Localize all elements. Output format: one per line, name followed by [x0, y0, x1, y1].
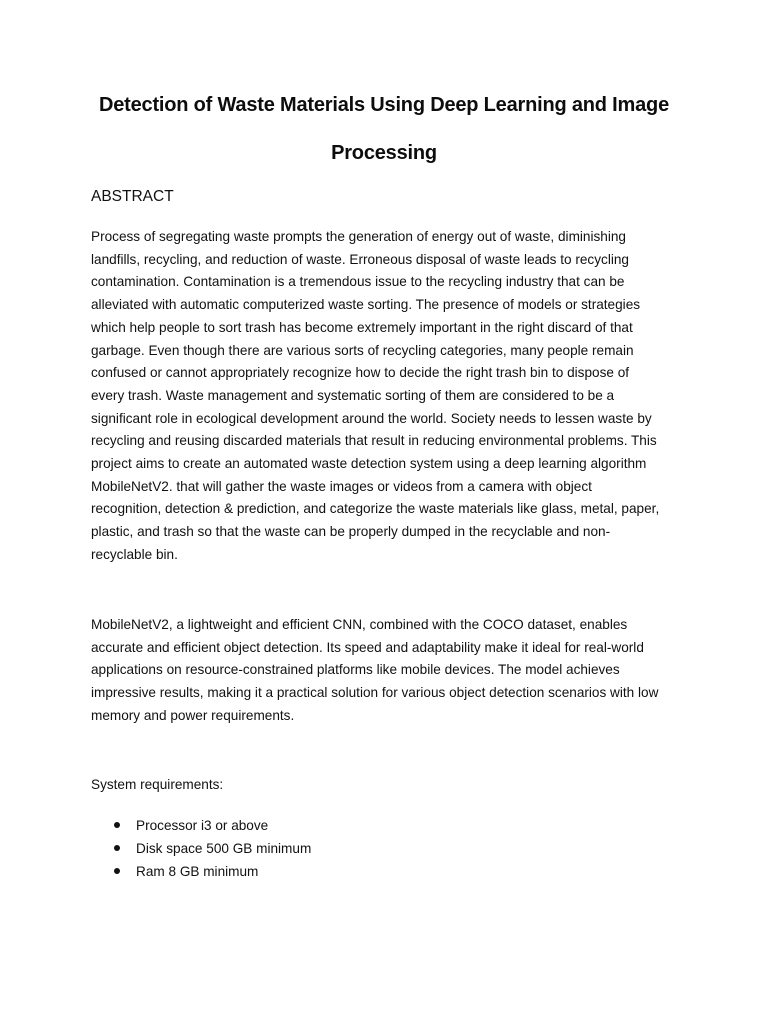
title-line-2: Processing [331, 142, 437, 164]
title-line-1: Detection of Waste Materials Using Deep Learning and Image [98, 94, 669, 116]
requirement-ram: Ram 8 GB minimum [136, 864, 259, 879]
abstract-line: Process of segregating waste prompts the generation of energy out of waste, diminishing [91, 229, 626, 244]
bullet-icon [114, 822, 120, 828]
abstract-line: which help people to sort trash has become extremely important in the right discard of that [91, 319, 633, 335]
requirements-label: System requirements: [91, 777, 224, 792]
paragraph-line: impressive results, making it a practical solution for various object detection scenarios with low [91, 685, 659, 701]
abstract-line: contamination. Contamination is a tremendous issue to the recycling industry that can be [91, 274, 625, 290]
bullet-icon [114, 868, 120, 874]
mobilenet-paragraph [91, 614, 691, 728]
abstract-line: alleviated with automatic computerized waste sorting. The presence of models or strategies [91, 297, 641, 313]
list-item [0, 860, 768, 883]
abstract-line: confused or cannot appropriately recognize how to decide the right trash bin to dispose of [91, 365, 630, 381]
requirement-processor: Processor i3 or above [136, 818, 269, 833]
abstract-line: significant role in ecological development around the world. Society needs to lessen waste by [91, 410, 652, 426]
list-item [0, 814, 768, 837]
abstract-line: every trash. Waste management and systematic sorting of them are considered to be a [91, 387, 615, 403]
paragraph-line: memory and power requirements. [91, 707, 295, 723]
abstract-line: recycling and reusing discarded materials that result in reducing environmental problems. This [91, 433, 657, 449]
abstract-line: landfills, recycling, and reduction of waste. Erroneous disposal of waste leads to recycling [91, 251, 629, 267]
paragraph-line: applications on resource-constrained platforms like mobile devices. The model achieves [91, 662, 620, 678]
abstract-line: MobileNetV2. that will gather the waste images or videos from a camera with object [91, 478, 592, 494]
bullet-icon [114, 845, 120, 851]
list-item [0, 837, 768, 860]
abstract-line: plastic, and trash so that the waste can be properly dumped in the recyclable and non- [91, 524, 611, 540]
abstract-line: project aims to create an automated waste detection system using a deep learning algorithm [91, 456, 647, 472]
requirement-disk-space: Disk space 500 GB minimum [136, 841, 312, 856]
paragraph-line: accurate and efficient object detection. Its speed and adaptability make it ideal for real-world [91, 639, 644, 655]
abstract-paragraph [91, 226, 691, 567]
abstract-heading: ABSTRACT [91, 188, 174, 205]
abstract-line: recognition, detection & prediction, and categorize the waste materials like glass, metal, paper, [91, 501, 660, 517]
requirements-list [0, 814, 768, 883]
paragraph-line: MobileNetV2, a lightweight and efficient CNN, combined with the COCO dataset, enables [91, 617, 628, 632]
abstract-line: garbage. Even though there are various sorts of recycling categories, many people remain [91, 342, 634, 358]
abstract-line: recyclable bin. [91, 546, 178, 562]
